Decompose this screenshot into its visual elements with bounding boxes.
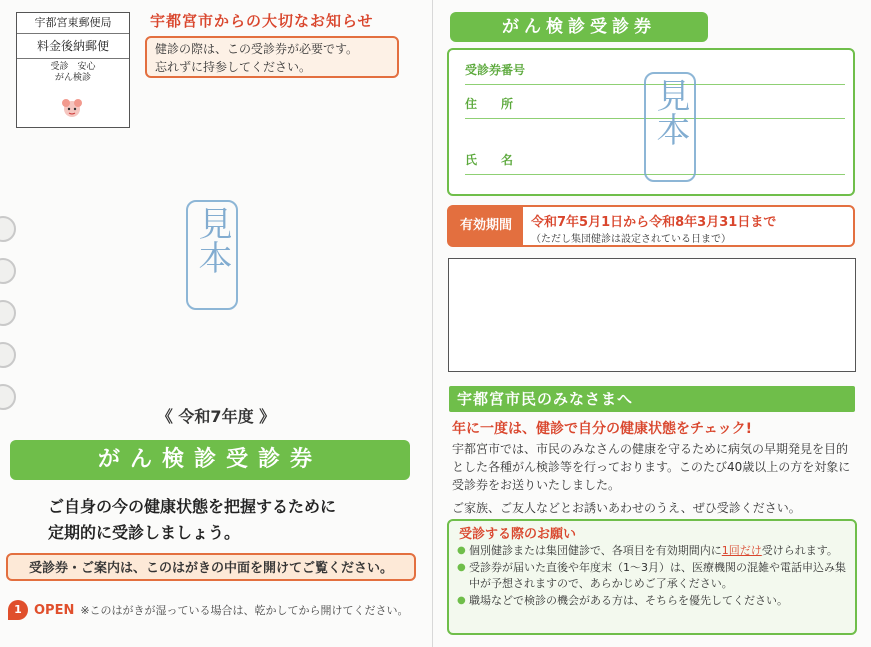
list-item: ● 個別健診または集団健診で、各項目を有効期間内に1回だけ受けられます。 <box>457 543 849 559</box>
encouragement-message: ご自身の今の健康状態を把握するために 定期的に受診しましょう。 <box>48 497 337 542</box>
postal-sub-label: 受診 安心 がん検診 <box>50 62 96 83</box>
sample-stamp: 見本 <box>186 200 238 310</box>
notice-line-1: 健診の際は、この受診券が必要です。 <box>155 42 359 56</box>
validity-label: 有効期間 <box>449 207 523 245</box>
postcard-front-panel <box>0 0 433 647</box>
open-row <box>8 600 409 620</box>
ticket-number-label: 受診券番号 <box>465 56 845 85</box>
punch-hole <box>0 216 16 242</box>
mascot-icon <box>59 97 85 121</box>
checkup-headline: 年に一度は、健診で自分の健康状態をチェック! <box>452 421 752 437</box>
punch-hole <box>0 258 16 284</box>
invite-paragraph: ご家族、ご友人などとお誘いあわせのうえ、ぜひ受診ください。 <box>452 501 801 515</box>
postage-paid-label: 料金後納郵便 <box>17 34 129 59</box>
open-instruction-box: 受診券・ご案内は、このはがきの中面を開けてご覧ください。 <box>6 553 416 581</box>
notice-box <box>145 36 399 78</box>
name-label: 氏 名 <box>465 146 845 175</box>
postal-indicia-box <box>16 12 130 128</box>
sample-stamp: 見本 <box>644 72 696 182</box>
notice-title: 宇都宮市からの大切なお知らせ <box>150 12 374 30</box>
validity-period-box <box>447 205 855 247</box>
request-title: 受診する際のお願い <box>459 527 577 542</box>
address-label: 住 所 <box>465 90 845 119</box>
open-note: ※このはがきが湿っている場合は、乾かしてから開けてください。 <box>80 604 409 617</box>
intro-paragraph: 宇都宮市では、市民のみなさんの健康を守るために病気の早期発見を目的とした各種がん検診等を行っております。このたび40歳以上の方を対象に受診券をお送りいたしました。 <box>452 442 851 492</box>
blank-address-box <box>448 258 856 372</box>
list-item: ● 受診券が届いた直後や年度末（1～3月）は、医療機関の混雑や電話申込み集中が予想されますので、あらかじめご了承ください。 <box>457 560 849 592</box>
right-title-banner: がん検診受診券 <box>450 12 708 42</box>
fiscal-year-label: 《 令和7年度 》 <box>156 407 276 426</box>
validity-dates: 令和7年5月1日から令和8年3月31日まで <box>531 215 777 230</box>
punch-hole <box>0 300 16 326</box>
request-list <box>457 543 849 610</box>
notice-line-2: 忘れずに持参してください。 <box>155 60 312 74</box>
request-box <box>447 519 857 635</box>
citizens-header: 宇都宮市民のみなさまへ <box>449 386 855 412</box>
list-item: ● 職場などで検診の機会がある方は、そちらを優先してください。 <box>457 593 849 609</box>
punch-hole <box>0 342 16 368</box>
post-office-name: 宇都宮東郵便局 <box>17 13 129 34</box>
step-one-icon: 1 <box>8 600 28 620</box>
open-label[interactable]: OPEN <box>34 602 75 618</box>
validity-note: （ただし集団健診は設定されている日まで） <box>531 234 731 245</box>
emphasis-once: 1回だけ <box>721 544 762 557</box>
left-title-banner: がん検診受診券 <box>10 440 410 480</box>
